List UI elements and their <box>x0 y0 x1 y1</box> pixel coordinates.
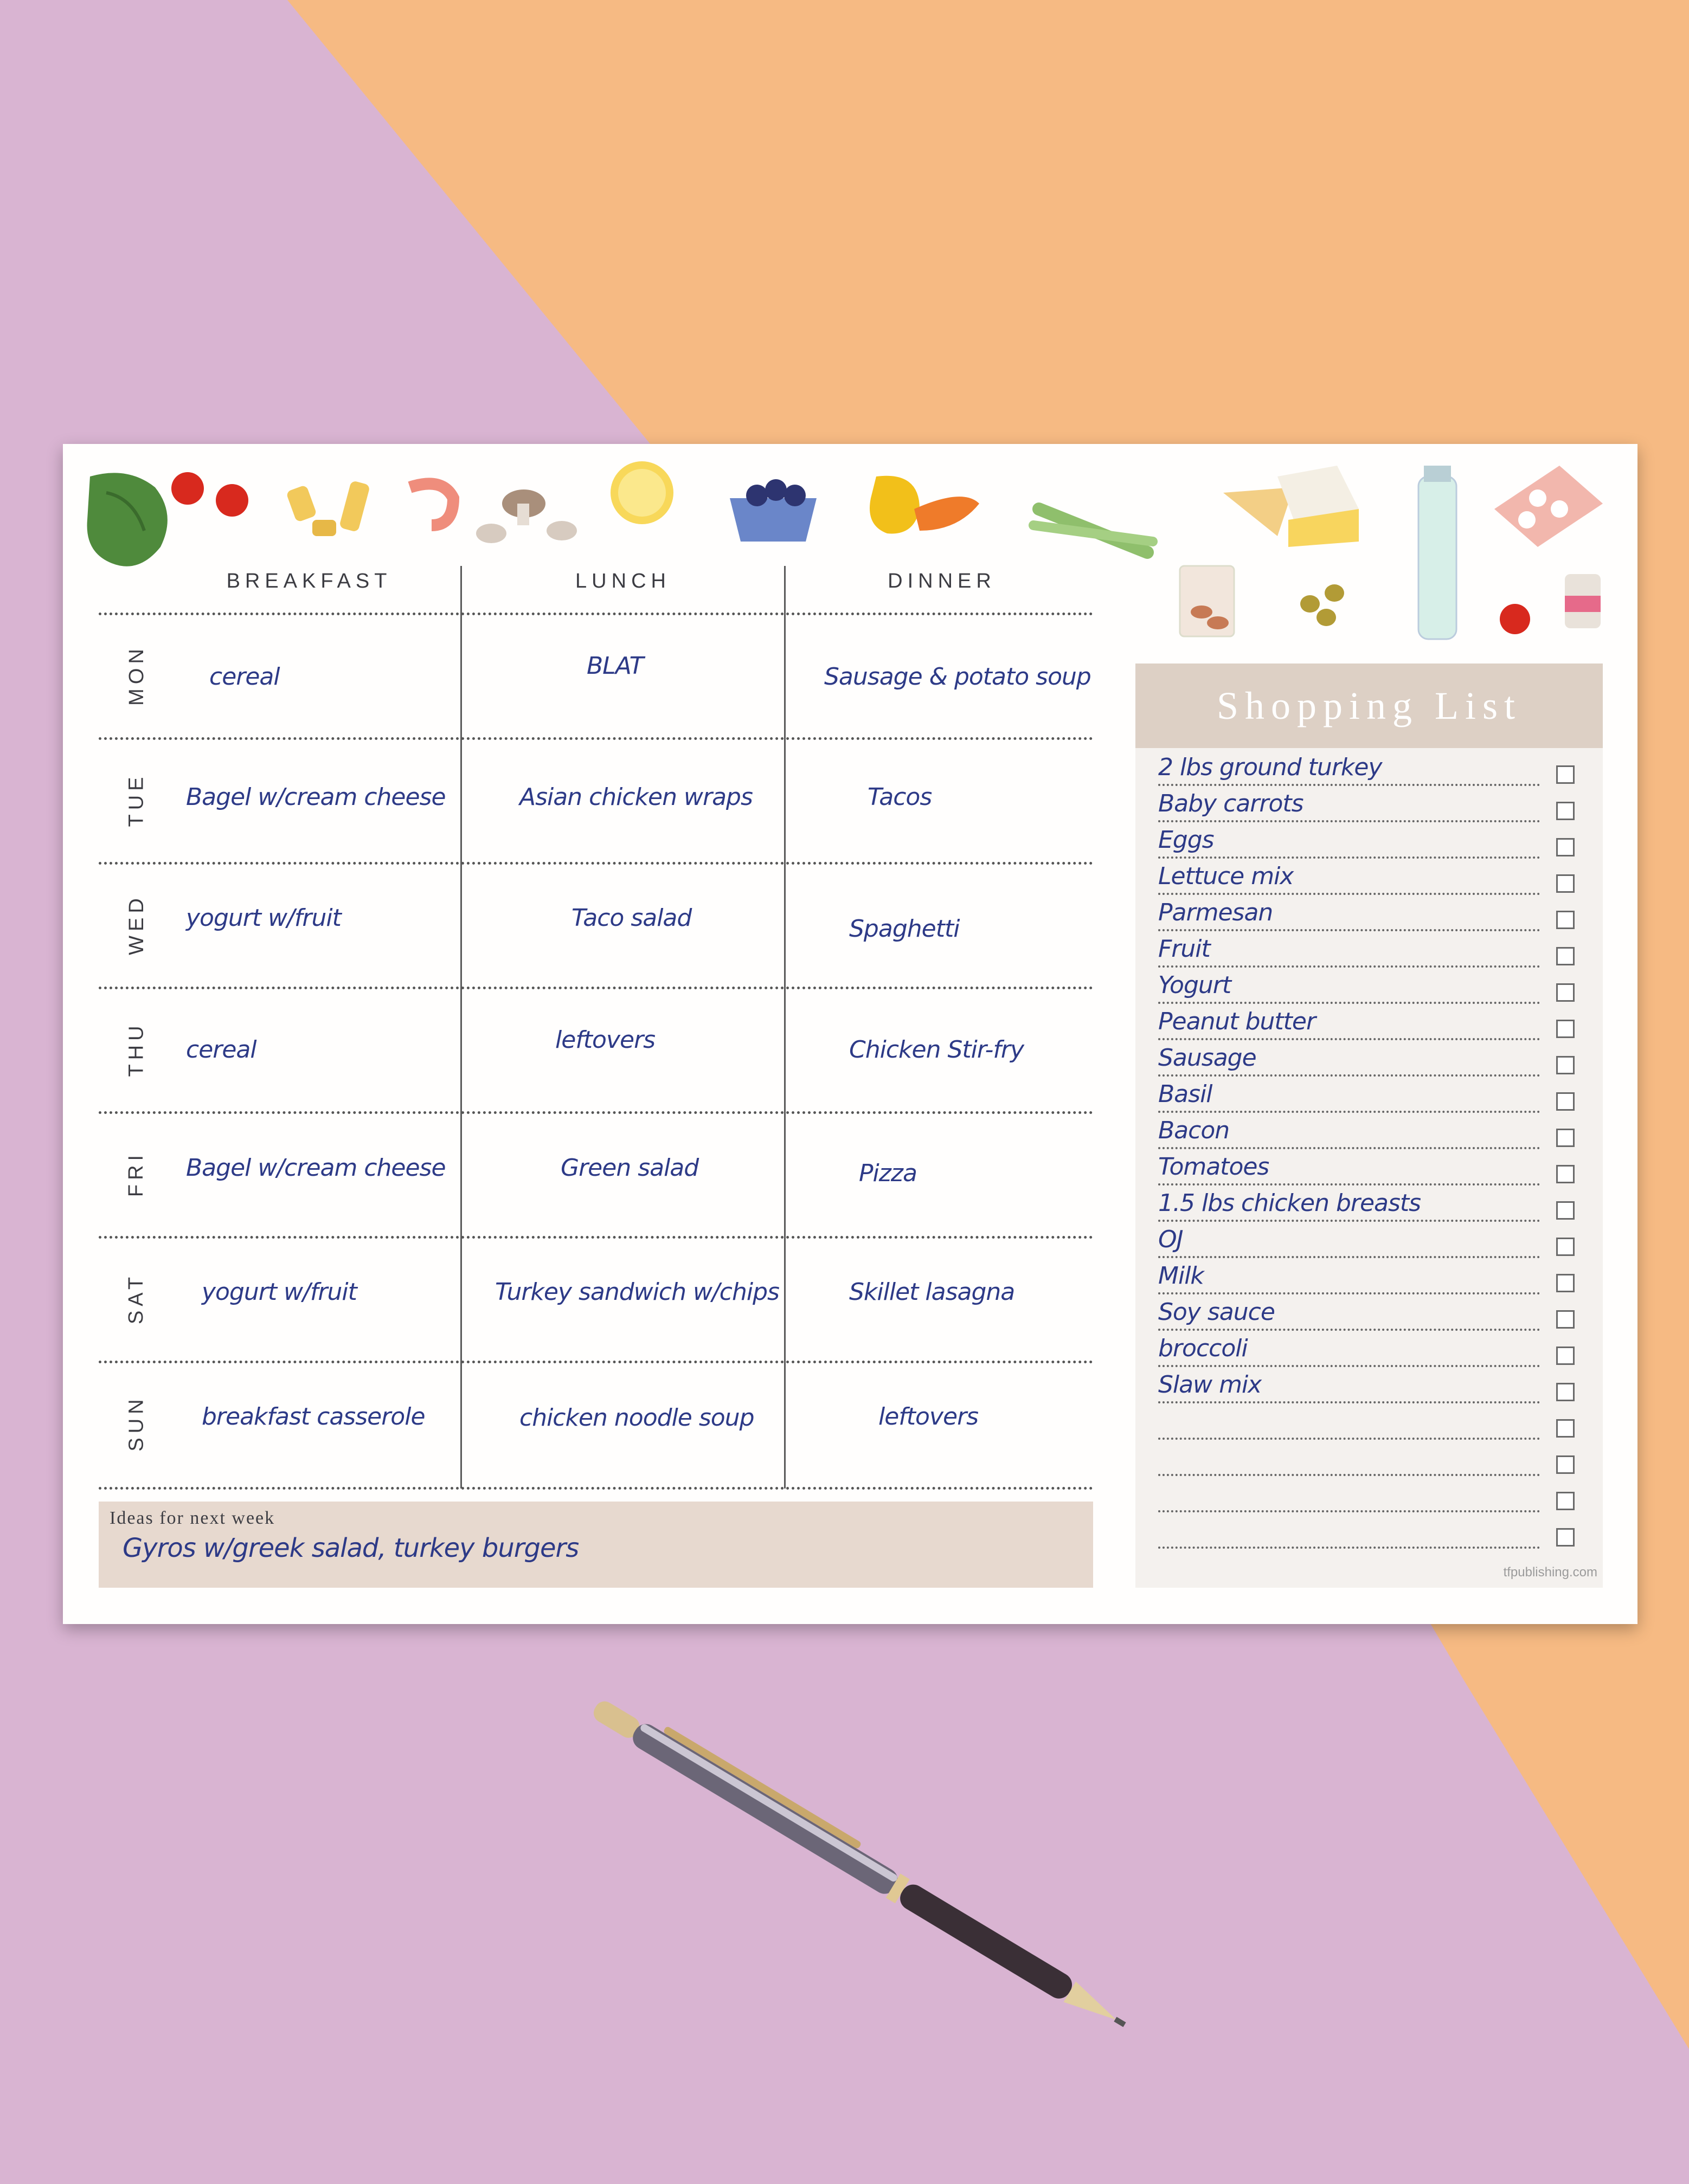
lunch-entry: Asian chicken wraps <box>519 783 753 811</box>
ideas-box <box>99 1502 1093 1588</box>
breakfast-entry: Bagel w/cream cheese <box>186 783 446 811</box>
shopping-item-line <box>1158 1111 1540 1113</box>
shopping-item <box>1158 1442 1538 1475</box>
dinner-entry: Skillet lasagna <box>849 1278 1015 1306</box>
dinner-entry: Sausage & potato soup <box>824 663 1091 691</box>
item-checkbox[interactable] <box>1556 947 1575 965</box>
row-divider <box>99 737 1093 740</box>
day-label: TUE <box>125 772 148 827</box>
shopping-item <box>1158 1406 1538 1439</box>
item-checkbox[interactable] <box>1556 1020 1575 1038</box>
breakfast-entry: cereal <box>186 1036 256 1064</box>
item-checkbox[interactable] <box>1556 802 1575 820</box>
item-checkbox[interactable] <box>1556 765 1575 784</box>
shopping-list-title: Shopping List <box>1216 684 1522 727</box>
dinner-entry: leftovers <box>878 1403 979 1431</box>
meal-planner-sheet <box>63 444 1637 1624</box>
item-checkbox[interactable] <box>1556 1274 1575 1292</box>
shopping-item-line <box>1158 1365 1540 1367</box>
row-divider <box>99 862 1093 865</box>
item-checkbox[interactable] <box>1556 1492 1575 1510</box>
shopping-item-line <box>1158 1547 1540 1549</box>
row-divider <box>99 987 1093 989</box>
shopping-item-line <box>1158 965 1540 968</box>
header-lunch: LUNCH <box>575 570 671 592</box>
shopping-item-line <box>1158 1256 1540 1258</box>
shopping-item-line <box>1158 1147 1540 1149</box>
shopping-list-header <box>1135 663 1603 748</box>
shopping-item-line <box>1158 1074 1540 1077</box>
shopping-item: OJ <box>1158 1226 1183 1253</box>
pasta-icon <box>286 480 370 536</box>
shopping-item: Lettuce mix <box>1158 862 1294 890</box>
dinner-entry: Spaghetti <box>849 915 960 943</box>
ideas-text: Gyros w/greek salad, turkey burgers <box>123 1533 579 1563</box>
shopping-item: broccoli <box>1158 1335 1248 1362</box>
shopping-item: Soy sauce <box>1158 1298 1275 1326</box>
shopping-item <box>1158 1515 1538 1548</box>
ideas-label: Ideas for next week <box>110 1508 275 1528</box>
lunch-entry: Taco salad <box>571 904 692 932</box>
shopping-item-line <box>1158 1183 1540 1186</box>
lunch-entry: Green salad <box>561 1154 699 1182</box>
shopping-item: Milk <box>1158 1262 1204 1290</box>
breakfast-entry: breakfast casserole <box>202 1403 425 1431</box>
breakfast-entry: yogurt w/fruit <box>186 904 341 932</box>
shopping-item <box>1158 1479 1538 1511</box>
can-icon <box>1565 574 1601 628</box>
shopping-item: 2 lbs ground turkey <box>1158 753 1382 781</box>
column-divider <box>460 566 462 1489</box>
column-divider <box>784 566 786 1489</box>
shopping-item-line <box>1158 1002 1540 1004</box>
item-checkbox[interactable] <box>1556 1201 1575 1220</box>
shopping-item-line <box>1158 856 1540 859</box>
shopping-item-line <box>1158 1438 1540 1440</box>
item-checkbox[interactable] <box>1556 1455 1575 1474</box>
mushroom-icon <box>476 489 577 543</box>
lunch-entry: Turkey sandwich w/chips <box>495 1278 779 1306</box>
shopping-item-line <box>1158 1220 1540 1222</box>
shopping-item: Baby carrots <box>1158 790 1303 817</box>
celery-icon <box>1033 509 1153 552</box>
shopping-item-line <box>1158 1474 1540 1476</box>
day-label: MON <box>125 644 148 706</box>
breakfast-entry: cereal <box>209 663 280 691</box>
item-checkbox[interactable] <box>1556 1310 1575 1329</box>
item-checkbox[interactable] <box>1556 1056 1575 1074</box>
header-dinner: DINNER <box>888 570 996 592</box>
item-checkbox[interactable] <box>1556 1092 1575 1111</box>
item-checkbox[interactable] <box>1556 1419 1575 1438</box>
shopping-item: Parmesan <box>1158 899 1273 926</box>
lettuce-tomato-icon <box>87 472 248 566</box>
item-checkbox[interactable] <box>1556 1347 1575 1365</box>
breakfast-entry: yogurt w/fruit <box>202 1278 357 1306</box>
header-breakfast: BREAKFAST <box>226 570 392 592</box>
shopping-item: 1.5 lbs chicken breasts <box>1158 1189 1421 1217</box>
shopping-item: Sausage <box>1158 1044 1256 1072</box>
shopping-list <box>1135 663 1603 1588</box>
item-checkbox[interactable] <box>1556 838 1575 856</box>
item-checkbox[interactable] <box>1556 1528 1575 1547</box>
water-bottle-icon <box>1418 466 1456 639</box>
item-checkbox[interactable] <box>1556 1238 1575 1256</box>
shopping-item-line <box>1158 820 1540 822</box>
shrimp-icon <box>410 484 453 525</box>
shopping-item-line <box>1158 1401 1540 1403</box>
item-checkbox[interactable] <box>1556 911 1575 929</box>
lunch-entry: leftovers <box>555 1026 656 1054</box>
shopping-item: Basil <box>1158 1080 1212 1108</box>
day-label: SAT <box>125 1272 148 1324</box>
day-label: SUN <box>125 1394 148 1452</box>
lunch-entry: chicken noodle soup <box>519 1404 754 1432</box>
shopping-item-line <box>1158 1038 1540 1040</box>
publisher-credit: tfpublishing.com <box>1503 1565 1597 1580</box>
peppers-icon <box>870 476 979 534</box>
dinner-entry: Tacos <box>868 783 932 811</box>
shopping-item-line <box>1158 784 1540 786</box>
day-label: WED <box>125 893 148 955</box>
item-checkbox[interactable] <box>1556 1165 1575 1183</box>
shopping-item-line <box>1158 1292 1540 1294</box>
shopping-item-line <box>1158 1329 1540 1331</box>
shopping-item-line <box>1158 1510 1540 1512</box>
row-divider <box>99 1236 1093 1239</box>
food-illustrations <box>63 444 1637 672</box>
shopping-item: Bacon <box>1158 1117 1230 1144</box>
item-checkbox[interactable] <box>1556 1129 1575 1147</box>
tomato-icon <box>1500 604 1530 634</box>
shopping-item: Peanut butter <box>1158 1008 1316 1035</box>
day-label: THU <box>125 1021 148 1077</box>
shopping-item: Fruit <box>1158 935 1210 963</box>
row-divider <box>99 1487 1093 1490</box>
item-checkbox[interactable] <box>1556 874 1575 893</box>
breakfast-entry: Bagel w/cream cheese <box>186 1154 446 1182</box>
item-checkbox[interactable] <box>1556 1383 1575 1401</box>
almonds-icon <box>1180 566 1234 636</box>
lemon-icon <box>611 461 673 524</box>
row-divider <box>99 1111 1093 1114</box>
olives-icon <box>1300 584 1344 626</box>
pen <box>569 1691 1274 2071</box>
blueberries-icon <box>730 479 817 542</box>
item-checkbox[interactable] <box>1556 983 1575 1002</box>
dinner-entry: Chicken Stir-fry <box>849 1036 1024 1064</box>
shopping-item: Slaw mix <box>1158 1371 1262 1399</box>
cheese-icon <box>1223 466 1359 547</box>
row-divider <box>99 1361 1093 1363</box>
eggs-carton-icon <box>1494 466 1603 547</box>
shopping-item-line <box>1158 893 1540 895</box>
dinner-entry: Pizza <box>859 1159 917 1187</box>
row-divider <box>99 613 1093 615</box>
lunch-entry: BLAT <box>587 652 644 680</box>
day-label: FRI <box>125 1150 148 1197</box>
shopping-item: Eggs <box>1158 826 1214 854</box>
shopping-item: Yogurt <box>1158 971 1231 999</box>
shopping-item-line <box>1158 929 1540 931</box>
shopping-item: Tomatoes <box>1158 1153 1269 1181</box>
